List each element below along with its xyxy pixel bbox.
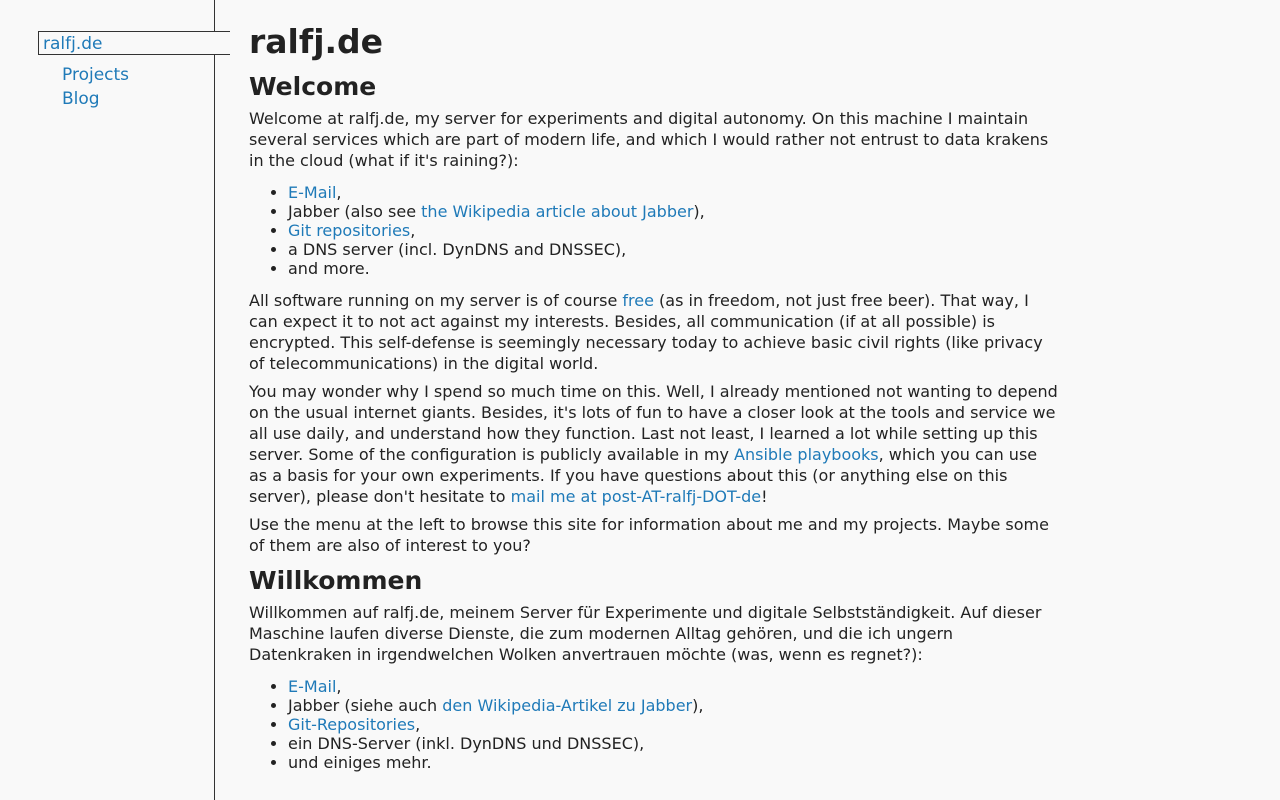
free-link[interactable]: free bbox=[622, 291, 654, 310]
list-item: • a DNS server (incl. DynDNS and DNSSEC), bbox=[288, 240, 1059, 259]
email-link-de[interactable]: E-Mail bbox=[288, 677, 337, 696]
nav-item-blog[interactable]: Blog bbox=[62, 89, 100, 109]
willkommen-intro: Willkommen auf ralfj.de, meinem Server für Experimente und digitale Selbstständigkeit. Auf dieser Maschine laufen diverse Dienste, die zum modernen Alltag gehören, und die ich ungern Datenkraken in irgendwelchen Wolken anvertrauen möchte (was, wenn es regnet?): bbox=[249, 603, 1042, 664]
email-link[interactable]: E-Mail bbox=[288, 183, 337, 202]
willkommen-heading: Willkommen bbox=[249, 566, 423, 595]
why-paragraph: You may wonder why I spend so much time on this. Well, I already mentioned not wanting to depend on the usual internet giants. Besides, it's lots of fun to have a closer look at the tools and service we all use daily, and understand how they function. Last not least, I learned a lot while setting up this server. Some of the configuration is publicly available in my Ansible playbooks, which you can use as a basis for your own experiments. If you have questions about this (or anything else on this server), please don't hesitate to mail me at post-AT-ralfj-DOT-de! bbox=[249, 382, 1058, 506]
list-item: • E-Mail, bbox=[288, 677, 1059, 696]
list-item: • ein DNS-Server (inkl. DynDNS und DNSSEC), bbox=[288, 734, 1059, 753]
nav-item-projects[interactable]: Projects bbox=[62, 65, 130, 85]
welcome-heading: Welcome bbox=[249, 72, 377, 101]
free-software-paragraph: All software running on my server is of course free (as in freedom, not just free beer). That way, I can expect it to not act against my interests. Besides, all communication (if at all possible) is encrypted. This self-defense is seemingly necessary today to achieve basic civil rights (like privacy of telecommunications) in the digital world. bbox=[249, 291, 1043, 373]
list-item: • und einiges mehr. bbox=[288, 753, 1059, 772]
site-home-link[interactable]: ralfj.de bbox=[43, 34, 103, 54]
list-item: • E-Mail, bbox=[288, 183, 1059, 202]
git-link-de[interactable]: Git-Repositories bbox=[288, 715, 416, 734]
jabber-wikipedia-link-de[interactable]: den Wikipedia-Artikel zu Jabber bbox=[442, 696, 693, 715]
list-item: • and more. bbox=[288, 259, 1059, 278]
list-item: • Git-Repositories, bbox=[288, 715, 1059, 734]
willkommen-services-list bbox=[249, 677, 1059, 772]
menu-hint-paragraph: Use the menu at the left to browse this site for information about me and my projects. Maybe some of them are also of interest to you? bbox=[249, 515, 1049, 555]
mail-link[interactable]: mail me at post-AT-ralfj-DOT-de bbox=[510, 487, 762, 506]
main-content bbox=[249, 22, 1059, 784]
ansible-link[interactable]: Ansible playbooks bbox=[734, 445, 879, 464]
list-item: • Jabber (also see the Wikipedia article about Jabber), bbox=[288, 202, 1059, 221]
welcome-services-list bbox=[249, 183, 1059, 278]
page-title: ralfj.de bbox=[249, 22, 384, 61]
git-link[interactable]: Git repositories bbox=[288, 221, 411, 240]
list-item: • Jabber (siehe auch den Wikipedia-Artikel zu Jabber), bbox=[288, 696, 1059, 715]
sidebar bbox=[0, 0, 215, 800]
site-link-box bbox=[38, 31, 230, 55]
welcome-intro: Welcome at ralfj.de, my server for experiments and digital autonomy. On this machine I maintain several services which are part of modern life, and which I would rather not entrust to data krakens in the cloud (what if it's raining?): bbox=[249, 109, 1049, 170]
jabber-wikipedia-link[interactable]: the Wikipedia article about Jabber bbox=[421, 202, 694, 221]
list-item: • Git repositories, bbox=[288, 221, 1059, 240]
sidebar-nav bbox=[62, 63, 129, 111]
